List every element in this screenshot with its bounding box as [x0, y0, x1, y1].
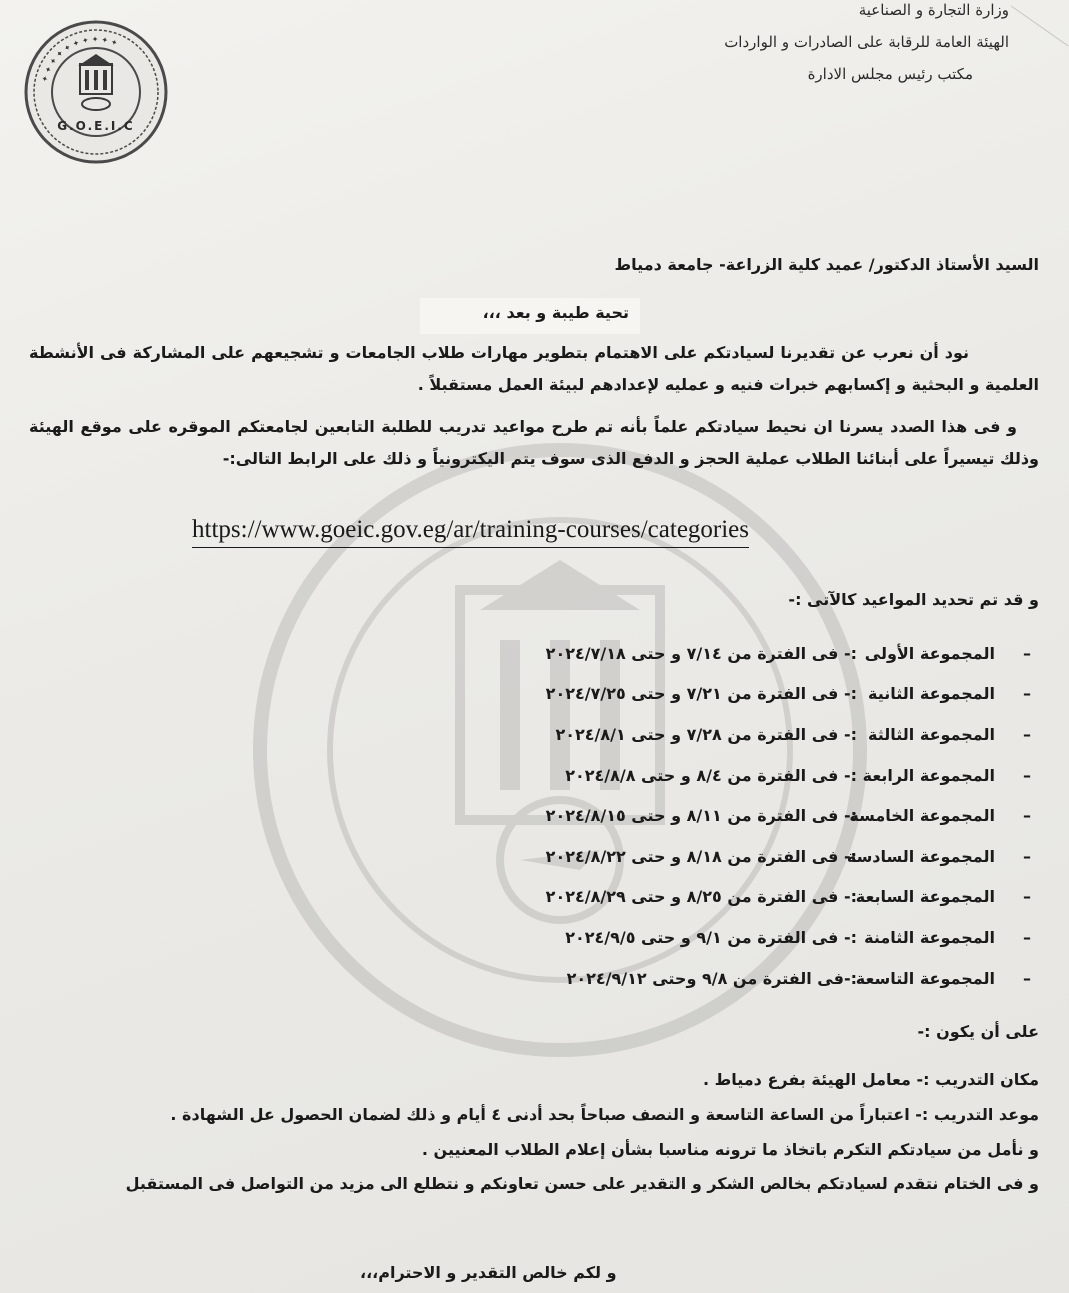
group-period: :- فى الفترة من ٨/٢٥ و حتى ٢٠٢٤/٨/٢٩	[545, 887, 857, 907]
group-period: :- فى الفترة من ٨/٤ و حتى ٢٠٢٤/٨/٨	[565, 765, 857, 785]
training-location: مكان التدريب :- معامل الهيئة بفرع دمياط .	[702, 1070, 1039, 1089]
group-name: المجموعة الرابعة	[862, 765, 995, 785]
schedule-list	[411, 633, 1031, 998]
paragraph-announcement: و فى هذا الصدد يسرنا ان نحيط سيادتكم علماً بأنه تم طرح مواعيد تدريب للطلبة التابعين لجامعتكم الموقره على موقع الهيئة وذلك تيسيراً على أبنائنا الطلاب عملية الحجز و الدفع الذى سوف يتم اليكترونياً و ذلك على الرابط التالى:-	[29, 417, 1039, 468]
svg-text:✦ ✦ ✦ ✦ ✦ ✦ ✦ ✦ ✦ ✦: ✦ ✦ ✦ ✦ ✦ ✦ ✦ ✦ ✦ ✦	[39, 34, 119, 84]
group-name: المجموعة الأولى	[864, 643, 995, 663]
group-name: المجموعة الثالثة	[868, 724, 995, 744]
goeic-seal	[22, 18, 170, 166]
closing-line: و لكم خالص التقدير و الاحترام،،،	[360, 1263, 617, 1282]
schedule-item: – المجموعة الخامسة :- فى الفترة من ٨/١١ و حتى ٢٠٢٤/٨/١٥	[545, 806, 1031, 826]
paragraph-appreciation: نود أن نعرب عن تقديرنا لسيادتكم على الاهتمام بتطوير مهارات طلاب الجامعات و تشجيعهم على المشاركة فى الأنشطة العلمية و البحثية و إكسابهم خبرات فنيه و عمليه لإعدادهم لبيئة العمل مستقبلاً .	[29, 343, 1039, 394]
group-period: :-فى الفترة من ٩/٨ وحتى ٢٠٢٤/٩/١٢	[566, 968, 857, 988]
group-name: المجموعة الثانية	[868, 684, 995, 704]
group-name: المجموعة الثامنة	[864, 927, 995, 947]
group-name: المجموعة الخامسة	[849, 806, 995, 826]
office-name: مكتب رئيس مجلس الادارة	[807, 65, 973, 83]
training-courses-link[interactable]: https://www.goeic.gov.eg/ar/training-courses/categories	[192, 513, 749, 548]
schedule-item: – المجموعة الثانية :- فى الفترة من ٧/٢١ و حتى ٢٠٢٤/٧/٢٥	[545, 684, 1031, 704]
schedule-intro: و قد تم تحديد المواعيد كالآتى :-	[788, 590, 1039, 609]
schedule-item: – المجموعة الثالثة :- فى الفترة من ٧/٢٨ و حتى ٢٠٢٤/٨/١	[555, 724, 1031, 744]
seal-acronym: G.O.E.I.C	[57, 119, 135, 133]
training-timing: موعد التدريب :- اعتباراً من الساعة التاسعة و النصف صباحاً بحد أدنى ٤ أيام و ذلك لضمان الحصول عل الشهادة .	[170, 1105, 1039, 1124]
request-line: و نأمل من سيادتكم التكرم باتخاذ ما ترونه مناسبا بشأن إعلام الطلاب المعنيين .	[421, 1140, 1039, 1159]
greeting-line: تحية طيبة و بعد ،،،	[482, 303, 629, 322]
thanks-line: و فى الختام نتقدم لسيادتكم بخالص الشكر و التقدير على حسن تعاونكم و نتطلع الى مزيد من التواصل فى المستقبل	[125, 1174, 1039, 1193]
group-period: :- فى الفترة من ٨/١١ و حتى ٢٠٢٤/٨/١٥	[545, 806, 857, 826]
ministry-name: وزارة التجارة و الصناعية	[858, 1, 1009, 19]
schedule-item: – المجموعة السادسة :- فى الفترة من ٨/١٨ و حتى ٢٠٢٤/٨/٢٢	[545, 846, 1031, 866]
schedule-item: – المجموعة الرابعة :- فى الفترة من ٨/٤ و حتى ٢٠٢٤/٨/٨	[565, 765, 1031, 785]
group-period: :- فى الفترة من ٨/١٨ و حتى ٢٠٢٤/٨/٢٢	[545, 846, 857, 866]
group-period: :- فى الفترة من ٩/١ و حتى ٢٠٢٤/٩/٥	[565, 927, 857, 947]
group-period: :- فى الفترة من ٧/٢٨ و حتى ٢٠٢٤/٨/١	[555, 724, 857, 744]
group-name: المجموعة السادسة	[846, 846, 995, 866]
schedule-item: – المجموعة التاسعة :-فى الفترة من ٩/٨ وحتى ٢٠٢٤/٩/١٢	[566, 968, 1031, 988]
page-fold	[1011, 0, 1069, 46]
group-period: :- فى الفترة من ٧/٢١ و حتى ٢٠٢٤/٧/٢٥	[545, 684, 857, 704]
condition-intro: على أن يكون :-	[917, 1022, 1039, 1041]
letterhead	[724, 0, 1009, 90]
schedule-item: – المجموعة السابعة :- فى الفترة من ٨/٢٥ و حتى ٢٠٢٤/٨/٢٩	[545, 887, 1031, 907]
recipient-line: السيد الأستاذ الدكتور/ عميد كلية الزراعة- جامعة دمياط	[614, 255, 1039, 274]
schedule-item: – المجموعة الأولى :- فى الفترة من ٧/١٤ و حتى ٢٠٢٤/٧/١٨	[545, 643, 1031, 663]
group-period: :- فى الفترة من ٧/١٤ و حتى ٢٠٢٤/٧/١٨	[545, 643, 857, 663]
authority-name: الهيئة العامة للرقابة على الصادرات و الواردات	[724, 33, 1009, 51]
group-name: المجموعة السابعة	[855, 887, 995, 907]
group-name: المجموعة التاسعة	[855, 968, 995, 988]
schedule-item: – المجموعة الثامنة :- فى الفترة من ٩/١ و حتى ٢٠٢٤/٩/٥	[565, 927, 1031, 947]
